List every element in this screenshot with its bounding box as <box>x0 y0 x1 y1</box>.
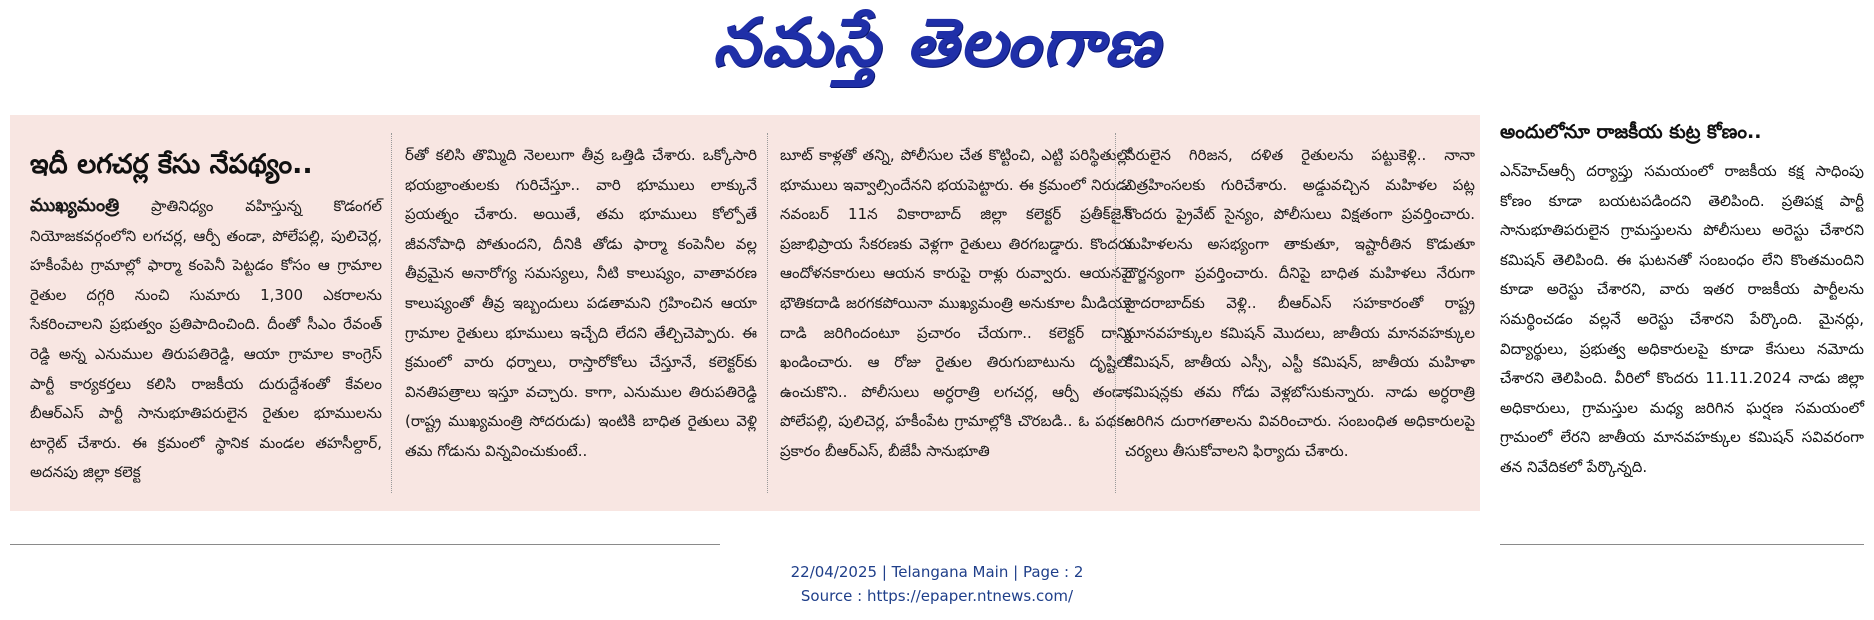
sidebar-body <box>1500 157 1864 483</box>
sidebar-article <box>1500 115 1864 483</box>
article-column-3 <box>780 141 1132 467</box>
footer-edition-info: 22/04/2025 | Telangana Main | Page : 2 <box>790 563 1084 581</box>
article-lead-word: ముఖ్యమంత్రి <box>30 195 120 216</box>
footer-source-link[interactable]: Source : https://epaper.ntnews.com/ <box>800 587 1074 605</box>
column-divider <box>391 133 393 493</box>
article-column-4 <box>1125 141 1475 467</box>
newspaper-logo: నమస్తే తెలంగాణ <box>712 3 1162 81</box>
footer-divider-left <box>10 544 720 545</box>
sidebar-text: ఎన్‌హెచ్‌ఆర్సీ దర్యాప్తు సమయంలో రాజకీయ కక్ష సాధింపు కోణం కూడా బయటపడిందని తెలిపింది. ప్రతిపక్ష పార్టీ సానుభూతిపరులైన గ్రామస్తులను పోలీసులు అరెస్టు చేశారని కమిషన్ తెలిపింది. ఈ ఘటనతో సంబంధం లేని కొంతమందిని కూడా అరెస్టు చేశారని, వారు ఇతర రాజకీయ పార్టీలను సమర్థించడం వల్లనే అరెస్టు చేశారని పేర్కొంది. మైనర్లు, విద్యార్థులు, ప్రభుత్వ అధికారులపై కూడా కేసులు నమోదు చేశారని తెలిపింది. వీరిలో కొందరు 11.11.2024 నాడు జిల్లా అధికారులు, గ్రామస్తుల మధ్య జరిగిన ఘర్షణ సమయంలో గ్రామంలో లేరని జాతీయ మానవహక్కుల కమిషన్ సవివరంగా తన నివేదికలో పేర్కొన్నది. <box>1500 162 1864 476</box>
article-column-2 <box>405 141 757 467</box>
footer-divider-right <box>1500 544 1864 545</box>
sidebar-heading: అందులోనూ రాజకీయ కుట్ర కోణం.. <box>1500 121 1762 143</box>
masthead <box>0 0 1874 100</box>
column-divider <box>767 133 769 493</box>
article-column-text: ప్రాతినిధ్యం వహిస్తున్న కొడంగల్ నియోజకవర్గంలోని లగచర్ల, ఆర్పీ తండా, పోలేపల్లి, పులిచెర్ల, హకీంపేట గ్రామాల్లో ఫార్మా కంపెనీ పెట్టడం కోసం ఆ గ్రామాల రైతుల దగ్గరి నుంచి సుమారు 1,300 ఎకరాలను సేకరించాలని ప్రభుత్వం ప్రతిపాదించింది. దీంతో సీఎం రేవంత్ రెడ్డి అన్న ఎనుముల తిరుపతిరెడ్డి, ఆయా గ్రామాల కాంగ్రెస్ పార్టీ కార్యకర్తలు కలిసి రాజకీయ దురుద్దేశంతో కేవలం బీఆర్ఎస్ పార్టీ సానుభూతిపరులైన రైతుల భూములను టార్గెట్ చేశారు. ఈ క్రమంలో స్థానిక మండల తహసీల్దార్, అదనపు జిల్లా కలెక్ట <box>30 197 382 482</box>
page-footer <box>0 560 1874 608</box>
article-column-text: బూట్ కాళ్లతో తన్ని, పోలీసుల చేత కొట్టించి, ఎట్టి పరిస్థితుల్లో భూములు ఇవ్వాల్సిందేనని భయపెట్టారు. ఈ క్రమంలో నిరుడు నవంబర్ 11న వికారాబాద్ జిల్లా కలెక్టర్ ప్రతీక్‌జైన్ ప్రజాభిప్రాయ సేకరణకు వెళ్లగా రైతులు తిరగబడ్డారు. కొందరు ఆందోళనకారులు ఆయన కారుపై రాళ్లు రువ్వారు. ఆయనపై భౌతికదాడి జరగకపోయినా ముఖ్యమంత్రి అనుకూల మీడియా దాడి జరిగిందంటూ ప్రచారం చేయగా.. కలెక్టర్ దాన్ని ఖండించారు. ఆ రోజు రైతుల తిరుగుబాటును దృష్టిలో ఉంచుకొని.. పోలీసులు అర్ధరాత్రి లగచర్ల, ఆర్పీ తండా, పోలేపల్లి, పులిచెర్ల, హకీంపేట గ్రామాల్లోకి చొరబడి.. ఓ పథకం ప్రకారం బీఆర్ఎస్, బీజేపీ సానుభూతి <box>780 146 1132 460</box>
column-divider <box>1115 133 1117 493</box>
article-column-text: ర్‌తో కలిసి తొమ్మిది నెలలుగా తీవ్ర ఒత్తిడి చేశారు. ఒక్కోసారి భయభ్రాంతులకు గురిచేస్తూ.. వారి భూములు లాక్కునే ప్రయత్నం చేశారు. అయితే, తమ భూములు కోల్పోతే జీవనోపాధి పోతుందని, దీనికి తోడు ఫార్మా కంపెనీల వల్ల తీవ్రమైన అనారోగ్య సమస్యలు, నీటి కాలుష్యం, వాతావరణ కాలుష్యంతో తీవ్ర ఇబ్బందులు పడతామని గ్రహించిన ఆయా గ్రామాల రైతులు భూములు ఇచ్చేది లేదని తేల్చిచెప్పారు. ఈ క్రమంలో వారు ధర్నాలు, రాస్తారోకోలు చేస్తూనే, కలెక్టర్‌కు వినతిపత్రాలు ఇస్తూ వచ్చారు. కాగా, ఎనుముల తిరుపతిరెడ్డి (రాష్ట్ర ముఖ్యమంత్రి సోదరుడు) ఇంటికి బాధిత రైతులు వెళ్లి తమ గోడును విన్నవించుకుంటే.. <box>405 146 757 460</box>
article-headline: ఇదీ లగచర్ల కేసు నేపథ్యం.. <box>30 149 313 180</box>
article-column-text: పరులైన గిరిజన, దళిత రైతులను పట్టుకెళ్లి.. నానా చిత్రహింసలకు గురిచేశారు. అడ్డువచ్చిన మహిళల పట్ల కొందరు ప్రైవేట్ సైన్యం, పోలీసులు విక్షతంగా ప్రవర్తించారు. మహిళలను అసభ్యంగా తాకుతూ, ఇష్టారీతిన కొడుతూ దౌర్జన్యంగా ప్రవర్తించారు. దీనిపై బాధిత మహిళలు నేరుగా హైదరాబాద్‌కు వెళ్లి.. బీఆర్ఎస్ సహకారంతో రాష్ట్ర మానవహక్కుల కమిషన్ మొదలు, జాతీయ మానవహక్కుల కమిషన్, జాతీయ ఎస్సీ, ఎస్టీ కమిషన్, జాతీయ మహిళా కమిషన్లకు తమ గోడు వెళ్లబోసుకున్నారు. నాడు అర్ధరాత్రి జరిగిన దురాగతాలను వివరించారు. సంబంధిత అధికారులపై చర్యలు తీసుకోవాలని ఫిర్యాదు చేశారు. <box>1125 146 1475 460</box>
article-column-1 <box>30 141 382 488</box>
article-panel <box>10 115 1480 511</box>
